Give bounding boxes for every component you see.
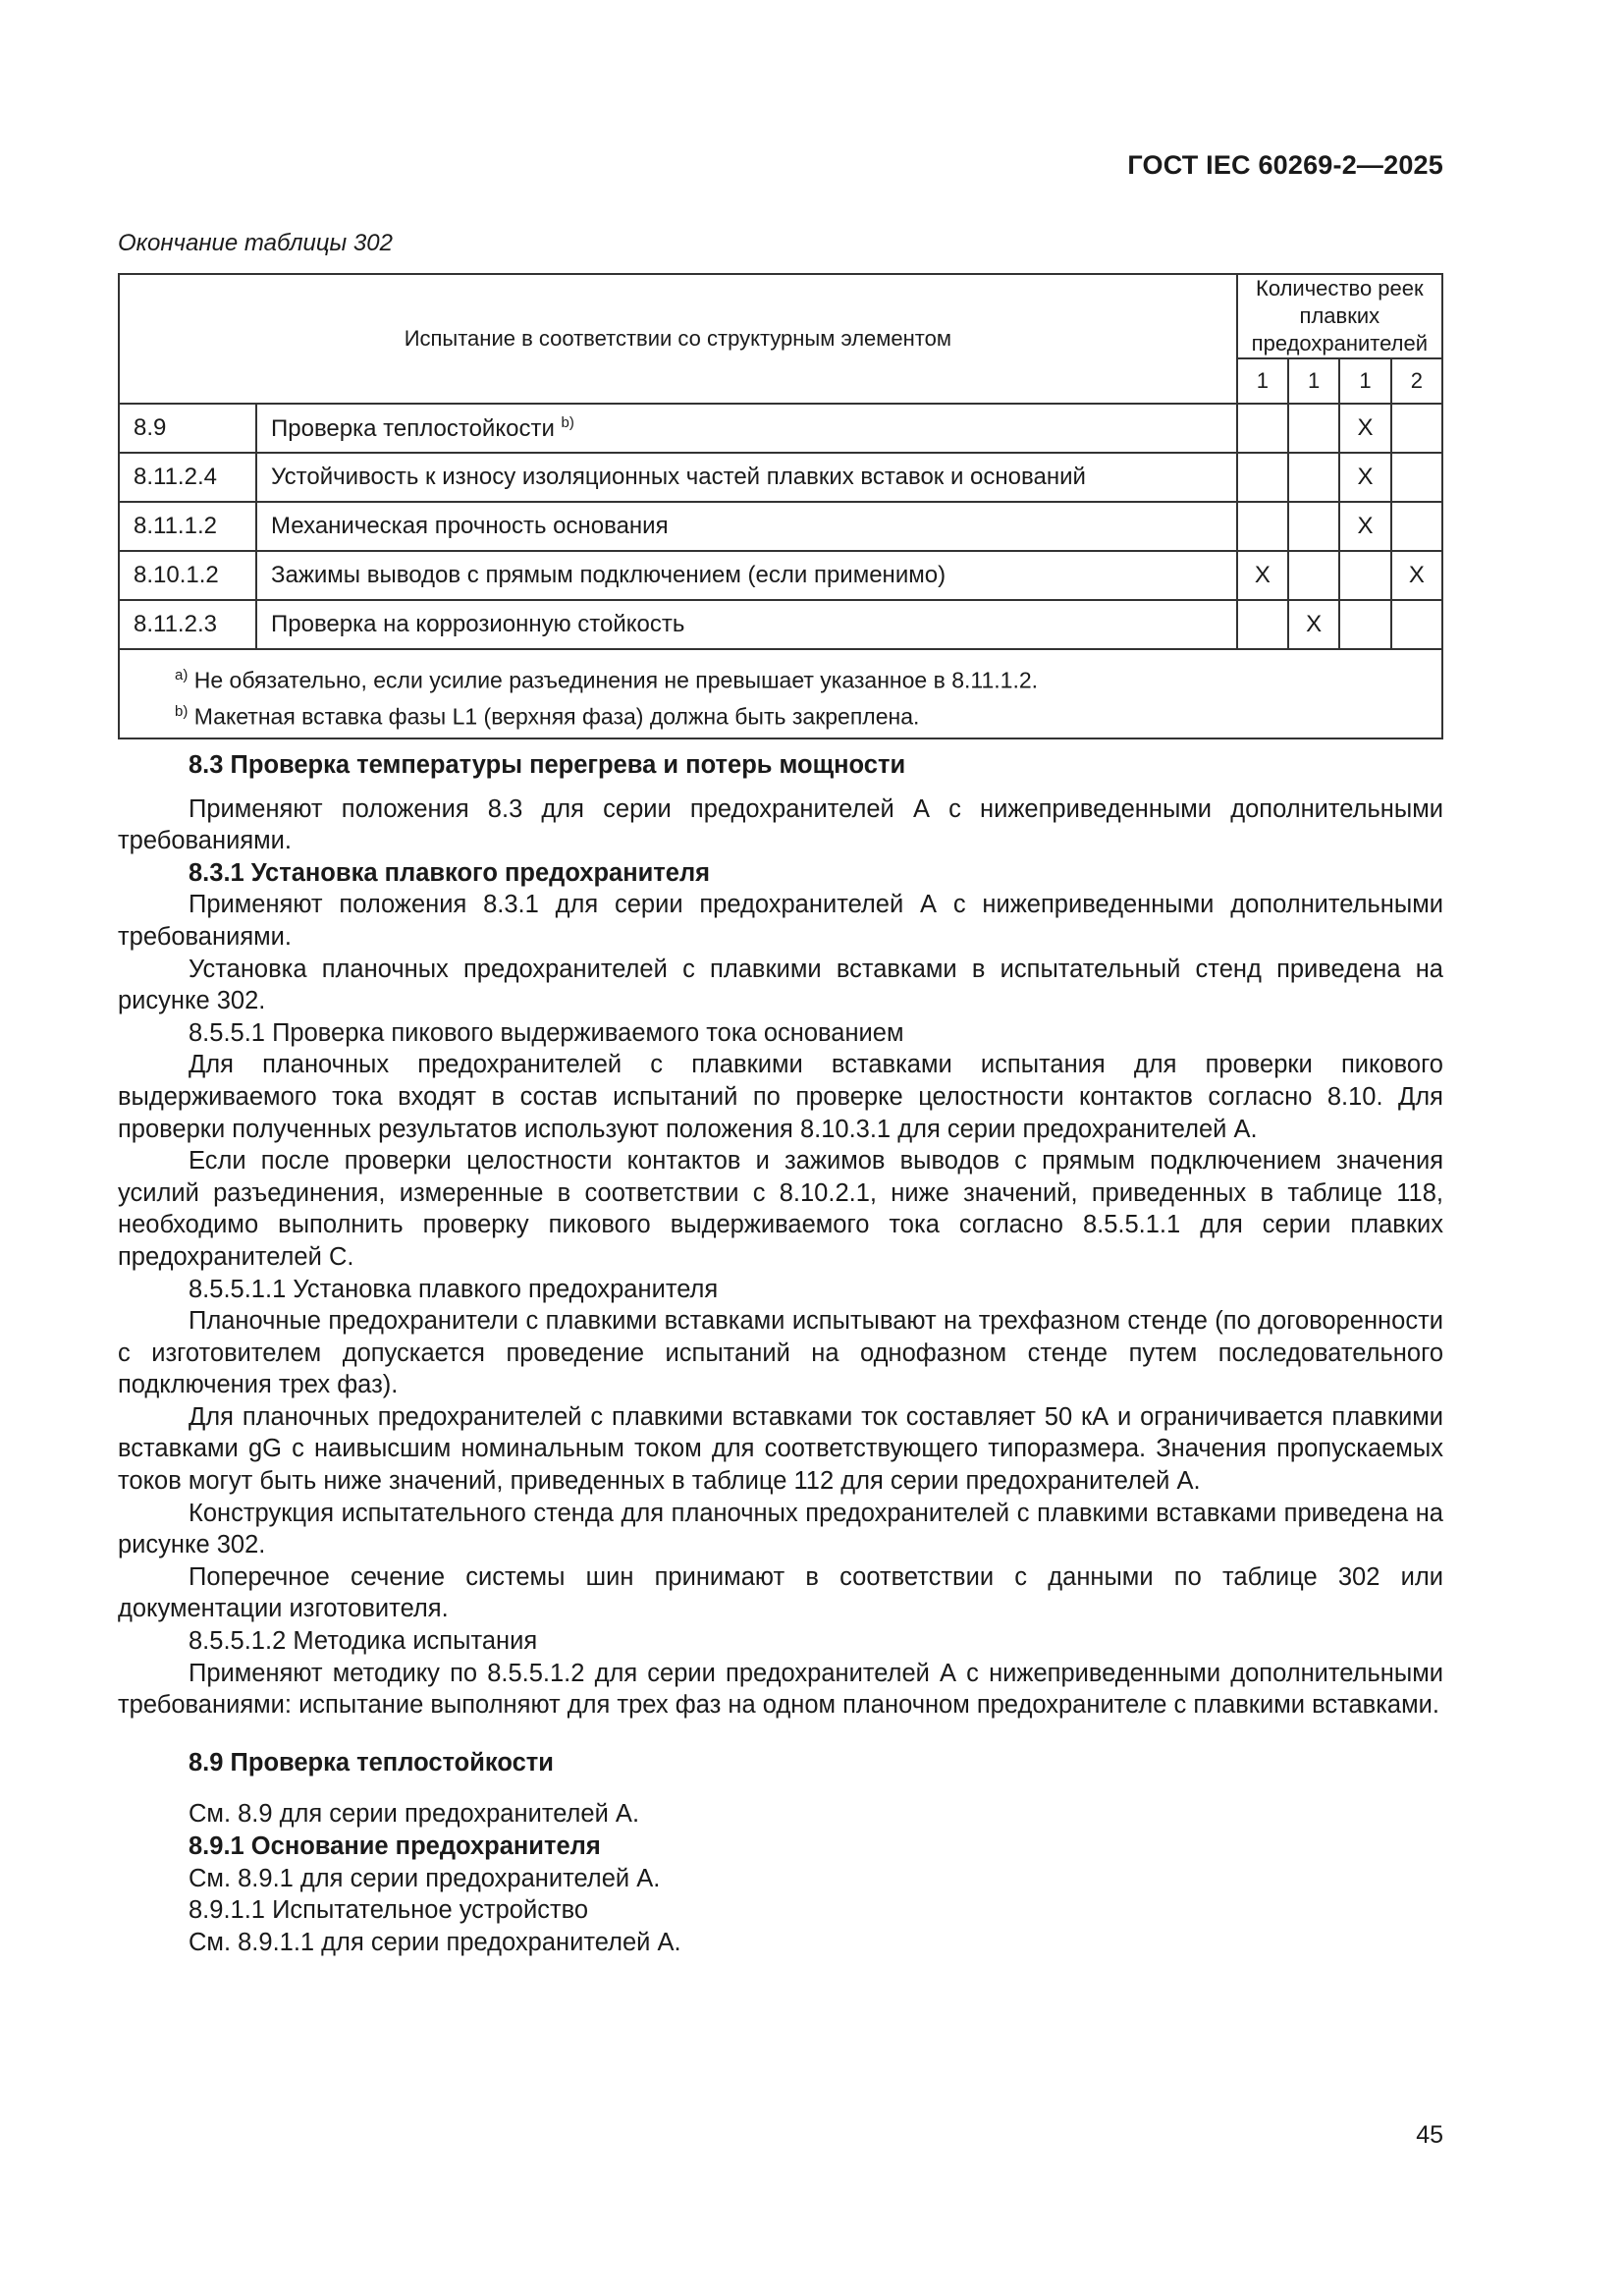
table-row [119,600,1442,649]
test-cell: Проверка на коррозионную стойкость [256,600,1237,649]
clause-cell: 8.11.1.2 [119,502,256,551]
table-row [119,453,1442,502]
paragraph: Применяют методику по 8.5.5.1.2 для серии предохранителей А с нижеприведенными дополнительными требованиями: испытание выполняют для трех фаз на одном планочном предохранителе с плавкими вставками. [118,1659,1443,1720]
table-row [119,502,1442,551]
table-302 [118,273,1443,739]
paragraph: См. 8.9 для серии предохранителей А. [189,1800,640,1829]
table-note [175,696,1428,733]
mark-cell [1391,600,1442,649]
body-text [118,739,1443,1958]
mark-cell [1339,600,1390,649]
table-header-row [119,274,1442,358]
paragraph: Применяют положения 8.3 для серии предохранителей А с нижеприведенными дополнительными требованиями. [118,794,1443,855]
mark-cell [1391,404,1442,453]
paragraph: Конструкция испытательного стенда для планочных предохранителей с плавкими вставками приведена на рисунке 302. [118,1499,1443,1559]
paragraph: См. 8.9.1.1 для серии предохранителей А. [189,1928,681,1956]
test-text: Проверка теплостойкости [271,414,555,442]
header-test-column: Испытание в соответствии со структурным элементом [119,274,1237,404]
paragraph: См. 8.9.1 для серии предохранителей А. [189,1864,661,1892]
clause-cell: 8.11.2.3 [119,600,256,649]
mark-cell [1288,502,1339,551]
mark-cell: X [1391,551,1442,600]
mark-cell [1237,404,1288,453]
header-number-cell: 2 [1391,358,1442,404]
mark-cell [1288,404,1339,453]
clause-cell: 8.11.2.4 [119,453,256,502]
clause-cell: 8.10.1.2 [119,551,256,600]
table-continuation-caption: Окончание таблицы 302 [118,230,393,256]
mark-cell: X [1339,502,1390,551]
mark-cell [1339,551,1390,600]
table-notes-row [119,649,1442,738]
paragraph: Поперечное сечение системы шин принимают в соответствии с данными по таблице 302 или документации изготовителя. [118,1562,1443,1623]
mark-cell [1288,453,1339,502]
clause-cell: 8.9 [119,404,256,453]
mark-cell [1237,600,1288,649]
note-text: Макетная вставка фазы L1 (верхняя фаза) должна быть закреплена. [188,703,920,730]
standard-designation: ГОСТ IEC 60269-2—2025 [1127,150,1443,180]
subsection-heading: 8.9.1 Основание предохранителя [189,1832,601,1860]
paragraph: Для планочных предохранителей с плавкими вставками ток составляет 50 кА и ограничивается плавкими вставками gG с наивысшим номинальным током для соответствующего типоразмера. Значения пропускаемых токов могут быть ниже значений, приведенных в таблице 112 для серии предохранителей А. [118,1402,1443,1496]
paragraph: Если после проверки целостности контактов и зажимов выводов с прямым подключением значения усилий разъединения, измеренные в соответствии с 8.10.2.1, ниже значений, приведенных в таблице 118, необходимо выполнить проверку пикового выдерживаемого тока согласно 8.5.5.1.1 для серии плавких предохранителей С. [118,1147,1443,1271]
test-cell: Устойчивость к износу изоляционных частей плавких вставок и оснований [256,453,1237,502]
mark-cell [1288,551,1339,600]
section-heading: 8.3 Проверка температуры перегрева и потерь мощности [189,751,906,779]
table-row [119,551,1442,600]
mark-cell: X [1288,600,1339,649]
clause-title: 8.5.5.1 Проверка пикового выдерживаемого тока основанием [189,1018,904,1047]
mark-cell [1237,453,1288,502]
clause-title: 8.5.5.1.2 Методика испытания [189,1627,538,1656]
paragraph: Установка планочных предохранителей с плавкими вставками в испытательный стенд приведена на рисунке 302. [118,955,1443,1015]
clause-title: 8.5.5.1.1 Установка плавкого предохранителя [189,1275,719,1303]
section-heading: 8.9 Проверка теплостойкости [189,1748,554,1777]
test-cell: Зажимы выводов с прямым подключением (если применимо) [256,551,1237,600]
table-row [119,404,1442,453]
mark-cell: X [1237,551,1288,600]
header-number-cell: 1 [1339,358,1390,404]
table-notes [119,649,1442,738]
note-text: Не обязательно, если усилие разъединения не превышает указанное в 8.11.1.2. [188,667,1039,693]
test-cell [256,404,1237,453]
clause-title: 8.9.1.1 Испытательное устройство [189,1896,589,1925]
test-cell: Механическая прочность основания [256,502,1237,551]
note-mark: a) [175,667,189,683]
header-number-cell: 1 [1288,358,1339,404]
header-quantity-column: Количество реек плавких предохранителей [1237,274,1442,358]
mark-cell [1237,502,1288,551]
paragraph: Применяют положения 8.3.1 для серии предохранителей А с нижеприведенными дополнительными требованиями. [118,891,1443,951]
mark-cell [1391,502,1442,551]
header-number-cell: 1 [1237,358,1288,404]
mark-cell: X [1339,453,1390,502]
table-note [175,660,1428,696]
page-number: 45 [1416,2121,1443,2149]
paragraph: Планочные предохранители с плавкими вставками испытывают на трехфазном стенде (по договоренности с изготовителем допускается проведение испытаний на однофазном стенде путем последовательного подключения трех фаз). [118,1307,1443,1399]
mark-cell [1391,453,1442,502]
mark-cell: X [1339,404,1390,453]
note-mark: b) [175,702,189,720]
paragraph: Для планочных предохранителей с плавкими вставками испытания для проверки пикового выдерживаемого тока входят в состав испытаний по проверке целостности контактов согласно 8.10. Для проверки полученных результатов используют положения 8.10.3.1 для серии предохранителей А. [118,1051,1443,1143]
subsection-heading: 8.3.1 Установка плавкого предохранителя [189,858,711,887]
footnote-ref: b) [561,413,574,431]
